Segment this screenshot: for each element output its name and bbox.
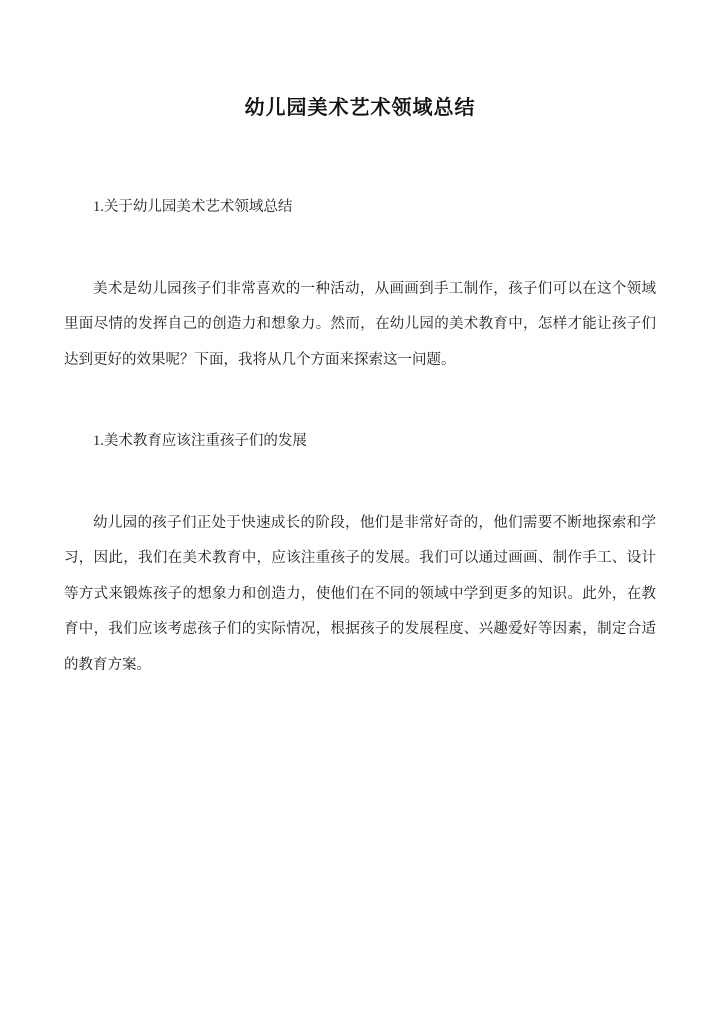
heading-1-spacer <box>64 226 656 272</box>
paragraph-1: 美术是幼儿园孩子们非常喜欢的一种活动，从画画到手工制作，孩子们可以在这个领域里面尽情的发挥自己的创造力和想象力。然而，在幼儿园的美术教育中，怎样才能让孩子们达到更好的效果呢？下面，我将从几个方面来探索这一问题。 <box>64 280 656 368</box>
document-body <box>60 190 660 683</box>
heading-2-spacer <box>64 460 656 506</box>
page-title: 幼儿园美术艺术领域总结 <box>244 97 476 119</box>
paragraph-2: 幼儿园的孩子们正处于快速成长的阶段，他们是非常好奇的，他们需要不断地探索和学习，因此，我们在美术教育中，应该注重孩子的发展。我们可以通过画画、制作手工、设计等方式来锻炼孩子的想象力和创造力，使他们在不同的领域中学到更多的知识。此外，在教育中，我们应该考虑孩子们的实际情况，根据孩子的发展程度、兴趣爱好等因素，制定合适的教育方案。 <box>64 514 656 673</box>
section-heading-1: 1.关于幼儿园美术艺术领域总结 <box>93 199 293 215</box>
title-spacer <box>60 124 660 190</box>
paragraph-1-spacer <box>64 378 656 424</box>
section-heading-2: 1.美术教育应该注重孩子们的发展 <box>93 433 307 450</box>
